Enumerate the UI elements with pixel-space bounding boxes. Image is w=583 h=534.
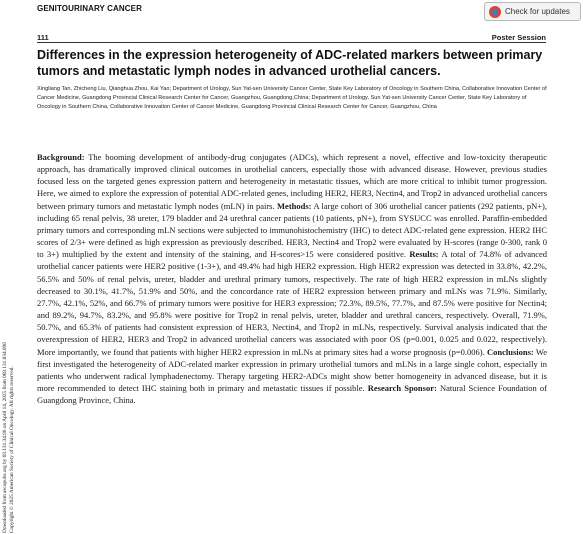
methods-heading: Methods: — [277, 200, 312, 211]
abstract-number: 111 — [37, 33, 49, 42]
download-line: Downloaded from ascopubs.org by 69.131.34.96 on April 14, 2025 from 069.131.034.096 — [2, 342, 8, 533]
crossmark-icon — [489, 6, 501, 18]
conclusions-text: We first investigated the heterogeneity of ADC-related marker expression in primary urothelial tumors and mLNs in a large single cohort, especially in patients who underwent radical lymphadenectomy. Therapy targeting HER2-ADCs might show better homogeneity in advanced disease, but it is more recommended to detect IHC staining both in primary and metastatic tissues if possible. — [37, 346, 548, 393]
background-heading: Background: — [37, 152, 85, 162]
copyright-line: Copyright © 2025 American Society of Clinical Oncology. All rights reserved. — [8, 366, 15, 533]
conclusions-heading: Conclusions: — [486, 346, 534, 357]
methods-text: A large cohort of 306 urothelial cancer patients (292 patients, pN+), including 65 renal pelvis, 38 ureter, 179 bladder and 24 urethral cancer patients (10 patients, pN+), from SYSUCC was enrolled. Paraffin-embedded primary tumors and corresponding mLN sections were subjected to immunohistochemistry (IHC) to detect ADC-related gene expression. HER2 IHC scores of 2/3+ were defined as high expression as previously described. HER3, Nectin4 and Trop2 were evaluated by H-scores (range 0-300, rank 0 to 3+) multiplied by the extent and intensity of the staining, and H-scores>15 were considered positive. — [37, 200, 548, 260]
results-heading: Results: — [409, 249, 439, 260]
sponsor-heading: Research Sponsor: — [367, 382, 437, 393]
abstract-body — [37, 151, 547, 406]
sponsor-text: Natural Science Foundation of Guangdong Province, China. — [37, 382, 547, 406]
author-affiliations: Xingliang Tan, Zhicheng Liu, Qianghua Zhou, Kai Yao; Department of Urology, Sun Yat-sen University Cancer Center, State Key Laboratory of Oncology in Southern China, Collaborative Innovation Center of Cancer Medicine, Guangdong Provincial Clinical Research Center for Cancer, Guangzhou, Guangdong,China; Department of Urology, Sun Yat-sen University Cancer Center, State Key Laboratory of Oncology in Southern China, Collaborative Innovation Center of Cancer Medicine, Guangdong Provincial Clinical Research Center for Cancer, Guangzhou, China — [37, 86, 547, 110]
section-label: GENITOURINARY CANCER — [37, 4, 142, 13]
check-for-updates-button[interactable] — [484, 2, 581, 21]
session-type: Poster Session — [491, 33, 546, 42]
paper-title: Differences in the expression heterogeneity of ADC-related markers between primary tumors and metastatic lymph nodes in advanced urothelial cancers. — [37, 48, 543, 78]
check-for-updates-label: Check for updates — [505, 7, 570, 16]
background-text: The booming development of antibody-drug conjugates (ADCs), which represent a novel, effective and low-toxicity therapeutic approach, has dramatically improved clinical outcomes in urothelial cancers, especially those with advanced disease. However, previous studies focused less on the targeted genes expression pattern and heterogeneity in metastatic tissues, which are more critical to inhibit tumor progression. Here, we aimed to explore the expression of potential ADC-related genes, including HER2, HER3, Nectin4, and Trop2 in advanced urothelial cancers between primary tumors and metastatic lymph nodes (mLN) in pairs. — [37, 152, 547, 211]
results-text: A total of 74.8% of advanced urothelial cancer patients were HER2 positive (1-3+), and 49.4% had high HER2 expression. High HER2 expression was detected in 33.8%, 42.2%, 56.5% and 50% of renal pelvis, ureter, bladder and urethral primary tumors, respectively. The rate of high HER2 expression in mLNs slightly decreased to 30.1%, 41.7%, 51.9% and 50%, and the concordance rate of HER2 expression between primary and mLNs was 71.9%. Similarly, 27.7%, 42.1%, 52%, and 66.7% of primary tumors were positive for HER3 expression; 72.3%, 89.5%, 77.7%, and 87.5% were positive for Nectin4; and 89.2%, 94.7%, 83.2%, and 95.8% were positive for Trop2 in renal pelvis, ureter, bladder and urethral cancers, respectively. Overall, 71.9%, 50.7%, and 65.3% of patients had consistent expression of HER3, Nectin4, and Trop2 in mLNs, respectively. Survival analysis indicated that the overexpression of HER2, HER3 and Trop2 in advanced urothelial cancers was associated with poor OS (p=0.001, 0.025 and 0.022, respectively). More importantly, we found that patients with higher HER2 expression in mLNs at primary sites had a worse prognosis (p=0.006). — [37, 249, 548, 357]
header-divider — [37, 42, 546, 43]
download-watermark — [2, 133, 15, 533]
